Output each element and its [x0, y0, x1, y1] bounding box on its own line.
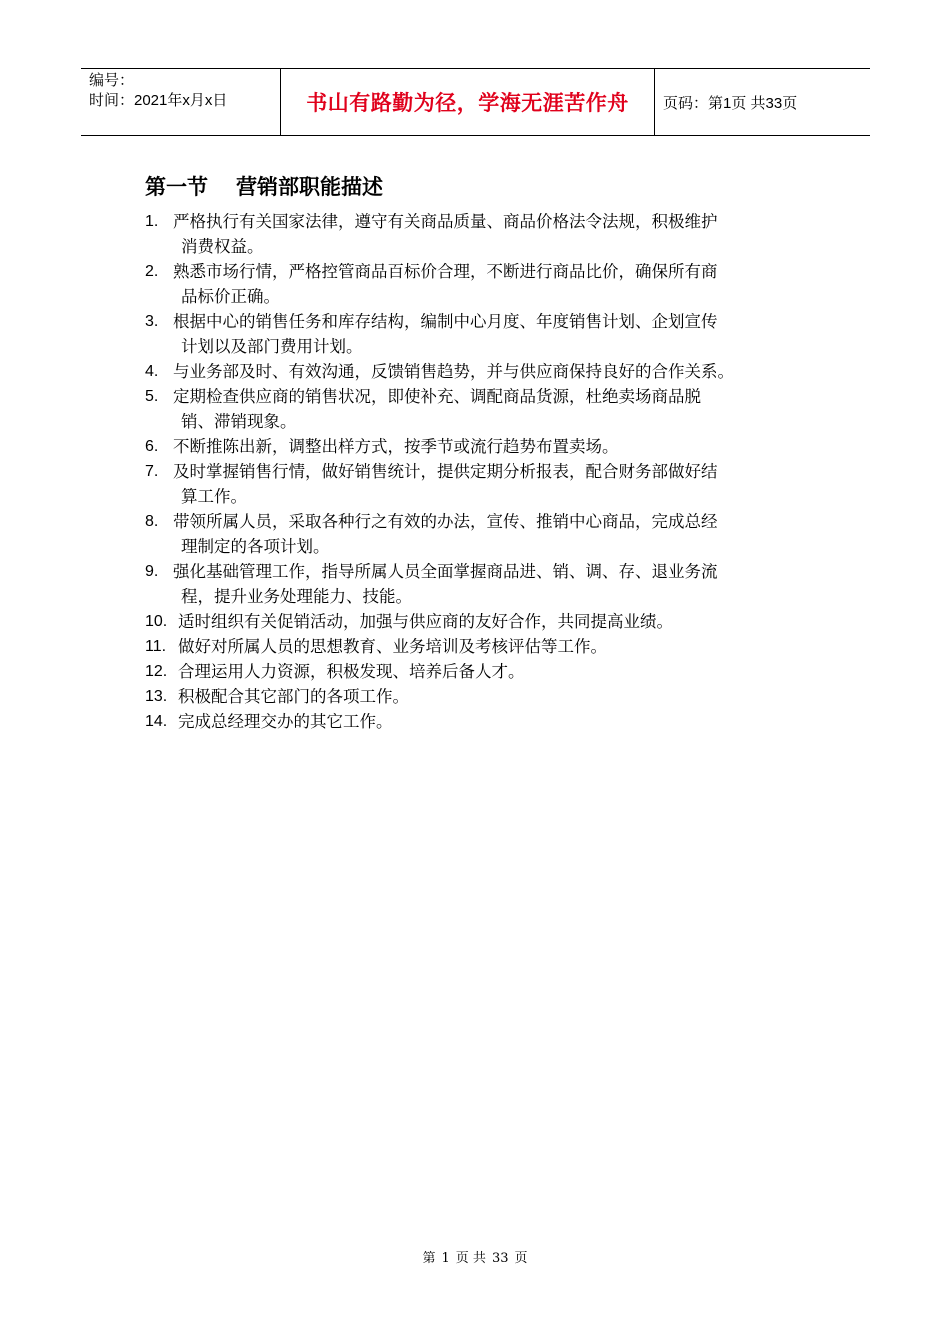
duty-item — [145, 684, 825, 709]
duty-number: 12. — [145, 663, 168, 680]
duty-text-line: 及时掌握销售行情，做好销售统计，提供定期分析报表，配合财务部做好结 — [173, 462, 718, 481]
duty-text-continuation: 品标价正确。 — [181, 287, 280, 306]
duty-item — [145, 384, 825, 434]
section-heading-title: 营销部职能描述 — [236, 175, 383, 199]
duty-number: 9. — [145, 563, 159, 580]
duty-item — [145, 259, 825, 309]
duty-item — [145, 309, 825, 359]
duty-number: 5. — [145, 388, 159, 405]
duty-number: 3. — [145, 313, 159, 330]
duty-item — [145, 634, 825, 659]
duty-number: 6. — [145, 438, 159, 455]
duty-number: 13. — [145, 688, 168, 705]
duty-number: 14. — [145, 713, 168, 730]
footer-page-number: 1 — [441, 1251, 450, 1266]
duty-item — [145, 659, 825, 684]
duty-text-line: 完成总经理交办的其它工作。 — [178, 712, 393, 731]
duty-text-line: 熟悉市场行情，严格控管商品百标价合理，不断进行商品比价，确保所有商 — [173, 262, 718, 281]
duty-text-line: 带领所属人员，采取各种行之有效的办法，宣传、推销中心商品，完成总经 — [173, 512, 718, 531]
duty-item — [145, 209, 825, 259]
duty-list — [145, 209, 825, 734]
page-header — [81, 68, 870, 136]
duty-text-line: 根据中心的销售任务和库存结构，编制中心月度、年度销售计划、企划宣传 — [173, 312, 718, 331]
duty-text-line: 适时组织有关促销活动，加强与供应商的友好合作，共同提高业绩。 — [178, 612, 673, 631]
duty-number: 10. — [145, 613, 168, 630]
header-motto: 书山有路勤为径，学海无涯苦作舟 — [281, 69, 655, 135]
section-heading — [145, 171, 383, 201]
duty-text-continuation: 销、滞销现象。 — [181, 412, 297, 431]
header-page-info: 页码：第1页 共33页 — [663, 94, 798, 112]
duty-text-line: 定期检查供应商的销售状况，即使补充、调配商品货源，杜绝卖场商品脱 — [173, 387, 701, 406]
duty-text-continuation: 算工作。 — [181, 487, 247, 506]
duty-text-line: 不断推陈出新，调整出样方式，按季节或流行趋势布置卖场。 — [173, 437, 619, 456]
header-meta-cell — [81, 69, 281, 135]
duty-number: 7. — [145, 463, 159, 480]
duty-text-line: 严格执行有关国家法律，遵守有关商品质量、商品价格法令法规，积极维护 — [173, 212, 718, 231]
duty-number: 4. — [145, 363, 159, 380]
duty-number: 11. — [145, 638, 167, 655]
footer-total-pages: 33 — [491, 1251, 509, 1266]
footer-suffix: 页 — [514, 1251, 528, 1266]
duty-item — [145, 459, 825, 509]
duty-text-line: 强化基础管理工作，指导所属人员全面掌握商品进、销、调、存、退业务流 — [173, 562, 718, 581]
duty-text-line: 与业务部及时、有效沟通，反馈销售趋势，并与供应商保持良好的合作关系。 — [173, 362, 734, 381]
duty-item — [145, 709, 825, 734]
footer-prefix: 第 — [422, 1251, 436, 1266]
duty-item — [145, 359, 825, 384]
duty-item — [145, 559, 825, 609]
duty-number: 2. — [145, 263, 159, 280]
page-footer — [0, 1247, 950, 1266]
duty-text-continuation: 程，提升业务处理能力、技能。 — [181, 587, 412, 606]
duty-text-continuation: 计划以及部门费用计划。 — [181, 337, 363, 356]
duty-text-continuation: 理制定的各项计划。 — [181, 537, 330, 556]
section-heading-prefix: 第一节 — [145, 175, 208, 199]
duty-item — [145, 609, 825, 634]
footer-middle: 页 共 — [455, 1251, 486, 1266]
duty-item — [145, 434, 825, 459]
duty-text-line: 做好对所属人员的思想教育、业务培训及考核评估等工作。 — [178, 637, 607, 656]
document-number-label: 编号： — [89, 72, 135, 89]
duty-number: 1. — [145, 213, 159, 230]
duty-text-line: 积极配合其它部门的各项工作。 — [178, 687, 409, 706]
duty-text-continuation: 消费权益。 — [181, 237, 264, 256]
duty-number: 8. — [145, 513, 159, 530]
duty-item — [145, 509, 825, 559]
duty-text-line: 合理运用人力资源，积极发现、培养后备人才。 — [178, 662, 525, 681]
document-time-label: 时间：2021年x月x日 — [89, 92, 228, 109]
